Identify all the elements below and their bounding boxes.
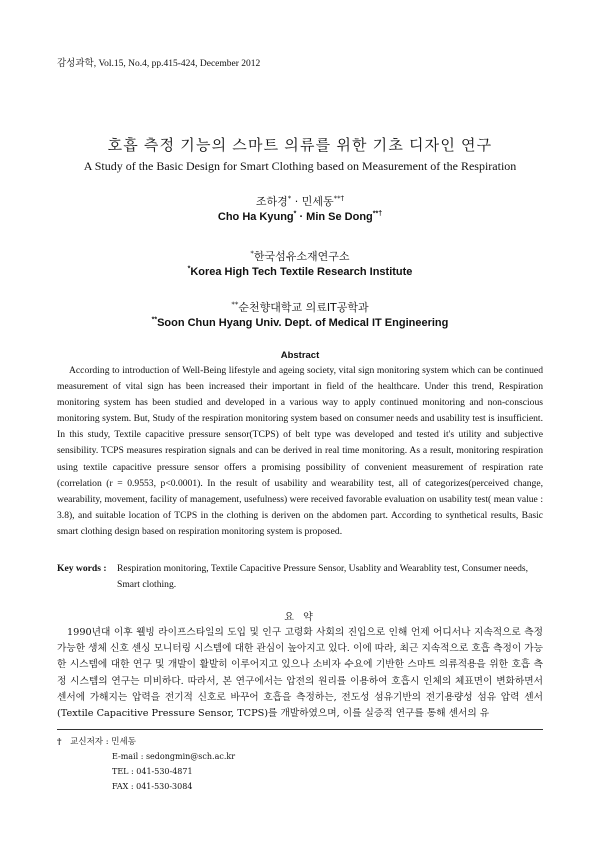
author-2-name-en: Min Se Dong	[306, 211, 373, 223]
affiliation-1-korean	[0, 248, 600, 264]
dagger-mark: †	[57, 737, 62, 747]
author-2-mark: **†	[333, 194, 345, 203]
abstract-body: According to introduction of Well-Being lifestyle and ageing society, vital sign monitoring system which can be continued measurement of vital sign has been increased their important in field of the healthcare. Under this trend, Respiration monitoring system has been studied and developed in a various way to apply continued monitoring and non-conscious monitoring system. But, Study of the respiration monitoring system based on consumer needs and usability test is insufficient. In this study, Textile capacitive pressure sensor(TCPS) of belt type was developed and tested it's utility and subjective sensibility. TCPS measures respiration signals and can be derived in real time monitoring. As a result, monitoring respiration using textile capacitive pressure sensor offers a promising possibility of convenient measurement of respiration rate (correlation (r = 0.9553, p<0.0001). In the result of usability and wearability test, all of categorizes(perceived change, wearability, movement, facility of management, usefulness) were received favorable evaluation on usability test( mean value : 3.8), and suitable location of TCPS in the clothing is deriven on the abdomen part. According to synthetical results, Basic smart clothing design based on respiration monitoring system is proposed.	[57, 365, 543, 537]
affiliation-2-mark: **	[231, 300, 239, 309]
affiliation-2-english	[0, 317, 600, 329]
summary-body: 1990년대 이후 웰빙 라이프스타일의 도입 및 인구 고령화 사회의 진입으로 인해 언제 어디서나 지속적으로 측정가능한 생체 신호 센싱 모니터링 시스템에 대한 관심이 높아지고 있다. 이에 따라, 최근 지속적으로 호흡 측정이 가능한 시스템에 대한 연구 및 개발이 활발히 이루어지고 있으나 소비자 수요에 기반한 스마트 의류적용을 위한 호흡 측정 시스템의 연구는 미비하다. 따라서, 본 연구에서는 압전의 원리를 이용하여 호흡시 인체의 체표면이 변화하면서 센서에 가해지는 압력을 전기적 신호로 바꾸어 호흡을 측정하는, 전도성 섬유기반의 전기용량성 섬유 압력 센서(Textile Capacitive Pressure Sensor, TCPS)를 개발하였으며, 이를 실증적 연구를 통해 센서의 유	[57, 627, 543, 720]
title-korean: 호흡 측정 기능의 스마트 의류를 위한 기초 디자인 연구	[107, 138, 493, 154]
affiliation-2-mark-en: **	[151, 316, 158, 324]
author-1-mark-en: *	[293, 210, 297, 218]
footnote-email: E-mail : sedongmin@sch.ac.kr	[112, 752, 236, 761]
footnote-divider	[57, 729, 543, 730]
footnote-tel: TEL : 041-530-4871	[112, 767, 193, 776]
affiliation-2-korean	[0, 299, 600, 315]
affiliation-2-name-en: Soon Chun Hyang Univ. Dept. of Medical IT Engineering	[157, 317, 449, 329]
affiliation-1-name-en: Korea High Tech Textile Research Institute	[190, 266, 413, 278]
author-1-name-en: Cho Ha Kyung	[217, 211, 294, 223]
abstract-heading: Abstract	[280, 350, 320, 361]
affiliation-2-name-ko: 순천향대학교 의료IT공학과	[238, 301, 369, 314]
keywords-label: Key words :	[57, 563, 107, 574]
footnote-fax: FAX : 041-530-3084	[112, 782, 193, 791]
author-1-name-ko: 조하경	[255, 195, 288, 208]
author-separator: ·	[291, 195, 302, 208]
author-separator-en: ·	[296, 211, 307, 223]
keywords	[57, 561, 543, 593]
affiliation-1-mark-en: *	[187, 265, 191, 273]
affiliation-1-mark: *	[250, 249, 254, 258]
summary-heading: 요 약	[284, 612, 316, 623]
authors-korean	[0, 193, 600, 209]
corresponding-author-label: 교신저자 : 민세동	[70, 737, 136, 747]
author-2-name-ko: 민세동	[301, 195, 334, 208]
affiliation-1-english	[0, 266, 600, 278]
affiliation-1-name-ko: 한국섬유소재연구소	[253, 250, 350, 263]
author-2-mark-en: **†	[372, 210, 383, 218]
journal-citation: 감성과학, Vol.15, No.4, pp.415-424, December 2012	[57, 59, 261, 69]
author-1-mark: *	[287, 194, 292, 203]
authors-english	[0, 211, 600, 223]
title-english: A Study of the Basic Design for Smart Clothing based on Measurement of the Respiration	[83, 159, 517, 173]
keywords-text: Respiration monitoring, Textile Capacitive Pressure Sensor, Usablity and Wearablity test, Consumer needs, Smart clothing.	[117, 563, 529, 590]
corresponding-author	[57, 735, 136, 750]
